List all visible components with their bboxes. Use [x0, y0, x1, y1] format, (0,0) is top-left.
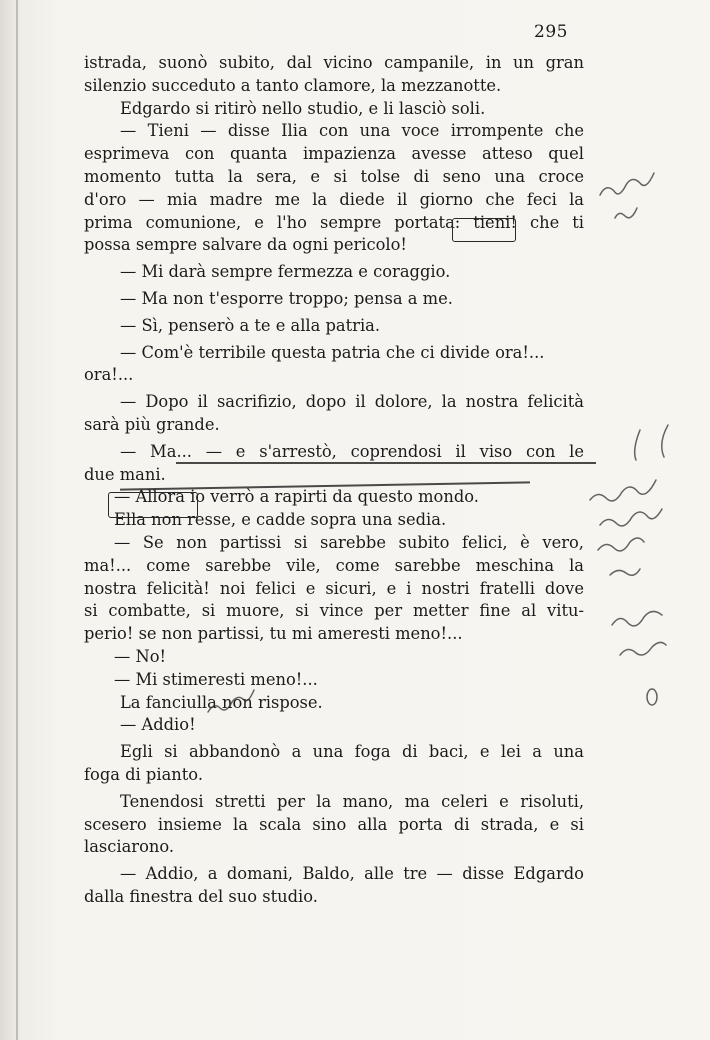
text-line: possa sempre salvare da ogni pericolo!	[84, 235, 407, 255]
text-line: istrada, suonò subito, dal vicino campanile, in un gran	[84, 53, 584, 72]
text-line: ora!...	[84, 365, 134, 385]
margin-scribble	[612, 611, 662, 625]
page-body	[84, 52, 584, 909]
margin-scribble	[635, 425, 668, 460]
text-line: — Mi stimeresti meno!...	[114, 669, 318, 689]
text-line: prima comunione, e l'ho sempre portata: tieni! che ti	[84, 212, 584, 232]
text-line: Egli si abbandonò a una foga di baci, e lei a una	[120, 742, 584, 762]
text-line: — Se non partissi si sarebbe subito felici, è vero,	[114, 532, 584, 552]
text-line: La fanciulla non rispose.	[120, 692, 323, 712]
text-line: dalla finestra del suo studio.	[84, 886, 318, 906]
margin-scribble	[615, 208, 637, 218]
text-line: ma!... come sarebbe vile, come sarebbe meschina la	[84, 555, 584, 575]
text-line: sarà più grande.	[84, 414, 220, 434]
handwritten-strike-mark	[176, 462, 596, 464]
binding-gutter	[16, 0, 18, 1040]
margin-scribble	[590, 480, 656, 501]
text-line: Tenendosi stretti per la mano, ma celeri e risoluti,	[120, 791, 584, 811]
text-line: silenzio succeduto a tanto clamore, la mezzanotte.	[84, 75, 502, 95]
text-line: scesero insieme la scala sino alla porta di strada, e si	[84, 814, 584, 834]
margin-scribble	[610, 569, 640, 575]
text-line: — Allora io verrò a rapirti da questo mondo.	[114, 487, 479, 507]
handwritten-box-mark	[108, 492, 198, 518]
text-line: — Dopo il sacrifizio, dopo il dolore, la nostra felicità	[120, 392, 584, 412]
text-line: d'oro — mia madre me la diede il giorno che feci la	[84, 189, 584, 209]
text-line: esprimeva con quanta impazienza avesse atteso quel	[84, 144, 584, 164]
margin-scribble	[620, 642, 666, 655]
text-line: foga di pianto.	[84, 764, 203, 784]
text-line: — No!	[114, 646, 167, 666]
text-line: due mani.	[84, 464, 166, 484]
text-line: si combatte, si muore, si vince per metter fine al vitu-	[84, 601, 584, 621]
text-line: perio! se non partissi, tu mi ameresti meno!...	[84, 624, 463, 644]
text-line: — Addio, a domani, Baldo, alle tre — disse Edgardo	[120, 864, 584, 884]
margin-scribble	[600, 173, 654, 195]
margin-scribble	[600, 509, 662, 526]
text-line: — Mi darà sempre fermezza e coraggio.	[120, 262, 451, 282]
text-line: nostra felicità! noi felici e sicuri, e i nostri fratelli dove	[84, 578, 584, 598]
margin-scribble	[598, 538, 644, 551]
text-line: — Ma... — e s'arrestò, coprendosi il viso con le	[120, 441, 584, 461]
text-line: — Addio!	[120, 715, 196, 735]
handwritten-circle-mark	[452, 218, 516, 242]
text-line: — Com'è terribile questa patria che ci divide ora!...	[120, 342, 545, 362]
text-line: — Ma non t'esporre troppo; pensa a me.	[120, 288, 453, 308]
text-line: lasciarono.	[84, 837, 175, 857]
text-line: — Sì, penserò a te e alla patria.	[120, 315, 381, 335]
margin-circle-mark	[647, 689, 657, 705]
text-line: momento tutta la sera, e si tolse di seno una croce	[84, 166, 584, 186]
text-line: — Tieni — disse Ilia con una voce irrompente che	[120, 121, 584, 141]
page-number: 295	[534, 22, 568, 42]
text-line: Ella non resse, e cadde sopra una sedia.	[114, 510, 447, 530]
text-line: Edgardo si ritirò nello studio, e li lasciò soli.	[120, 98, 486, 118]
